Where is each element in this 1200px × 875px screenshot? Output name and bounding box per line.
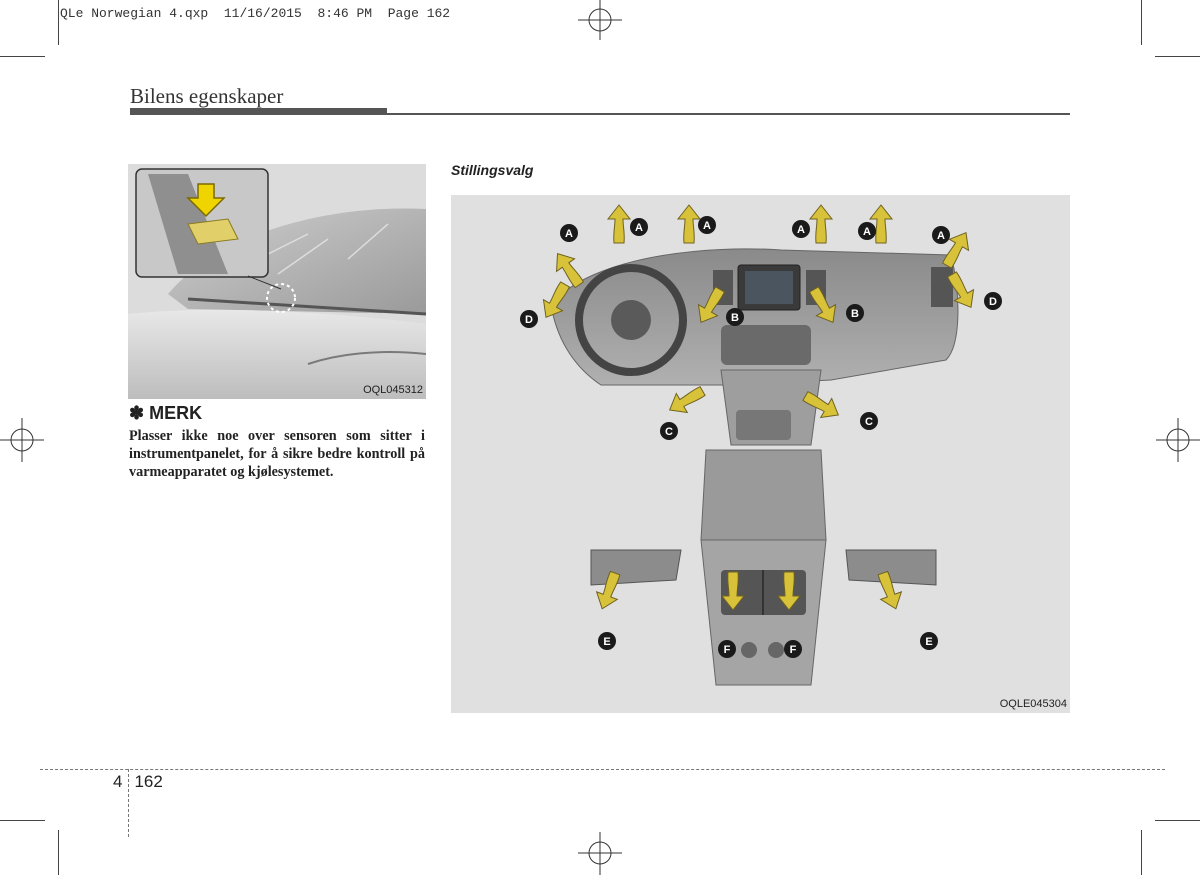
print-file: QLe Norwegian 4.qxp <box>60 6 209 21</box>
crop-mark <box>1141 830 1142 875</box>
vent-label-letter: F <box>789 644 797 656</box>
registration-mark-icon <box>1156 418 1200 462</box>
vent-label-c1 <box>660 422 678 440</box>
vent-label-letter: E <box>603 636 611 648</box>
vent-label-letter: A <box>565 228 573 240</box>
vent-label-b1 <box>726 308 744 326</box>
crop-mark <box>1141 0 1142 45</box>
vent-label-letter: C <box>865 416 873 428</box>
vent-label-e2 <box>920 632 938 650</box>
note-heading: ✽ MERK <box>129 403 203 423</box>
vent-label-letter: B <box>851 308 859 320</box>
sensor-illustration <box>128 164 426 399</box>
crop-mark <box>0 56 45 57</box>
vent-label-d1 <box>520 310 538 328</box>
print-header <box>60 6 450 21</box>
note-text: Plasser ikke noe over sensoren som sitter i instrumentpanelet, for å sikre bedre kontroll på varmeapparatet og kjølesystemet. <box>129 428 425 480</box>
page-number <box>113 772 163 792</box>
crop-mark <box>1155 56 1200 57</box>
chapter-number: 4 <box>113 772 123 791</box>
vent-label-d2 <box>984 292 1002 310</box>
footer-rule <box>40 769 1165 770</box>
vent-label-f2 <box>784 640 802 658</box>
vent-label-c2 <box>860 412 878 430</box>
print-page-label: Page 162 <box>387 6 451 21</box>
title-rule <box>130 113 1070 115</box>
vent-label-a4 <box>792 220 810 238</box>
vent-label-letter: C <box>665 426 673 438</box>
registration-mark-icon <box>578 0 622 40</box>
vent-modes-figure <box>451 195 1070 713</box>
vent-label-a3 <box>698 216 716 234</box>
crop-mark <box>1155 820 1200 821</box>
section-title: Bilens egenskaper <box>130 84 284 108</box>
vent-label-letter: A <box>703 220 711 232</box>
registration-mark-icon <box>0 418 44 462</box>
vent-label-letter: A <box>635 222 643 234</box>
vent-label-letter: E <box>925 636 933 648</box>
vent-label-letter: D <box>989 296 997 308</box>
vent-label-letter: A <box>797 224 805 236</box>
vent-label-letter: A <box>937 230 945 242</box>
vent-label-a6 <box>932 226 950 244</box>
vent-label-a1 <box>560 224 578 242</box>
page-number-value: 162 <box>134 772 163 791</box>
dashboard-illustration <box>451 195 1070 713</box>
vent-label-letter: A <box>863 226 871 238</box>
vent-label-letter: B <box>731 312 739 324</box>
sensor-figure-caption: OQL045312 <box>363 384 423 396</box>
vent-label-b2 <box>846 304 864 322</box>
crop-mark <box>58 0 59 45</box>
print-time: 8:46 PM <box>317 6 373 21</box>
vent-label-letter: F <box>723 644 731 656</box>
vent-label-letter: D <box>525 314 533 326</box>
vent-label-e1 <box>598 632 616 650</box>
vent-modes-heading: Stillingsvalg <box>451 162 534 178</box>
crop-mark <box>0 820 45 821</box>
vent-label-f1 <box>718 640 736 658</box>
vent-modes-figure-caption: OQLE045304 <box>999 698 1067 710</box>
sensor-figure <box>128 164 426 399</box>
vent-label-a5 <box>858 222 876 240</box>
crop-mark <box>58 830 59 875</box>
vent-label-a2 <box>630 218 648 236</box>
print-date: 11/16/2015 <box>223 6 302 21</box>
registration-mark-icon <box>578 832 622 875</box>
